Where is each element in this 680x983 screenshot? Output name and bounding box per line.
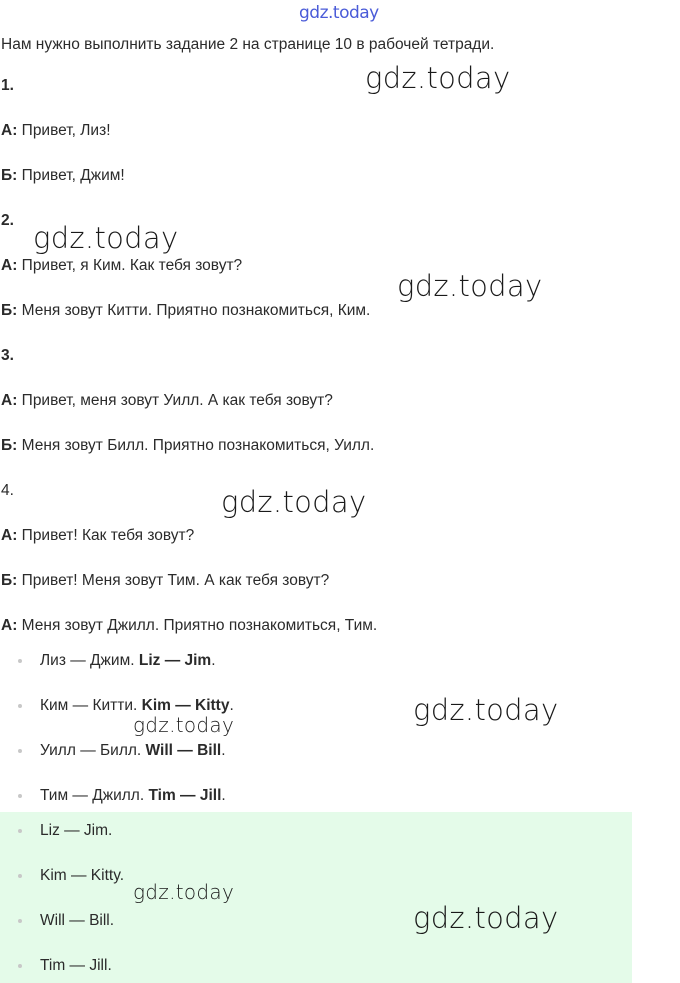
watermark: gdz.today (413, 901, 559, 935)
line-text: Привет, я Ким. Как тебя зовут? (21, 257, 243, 274)
bullet-dot (18, 659, 22, 663)
watermark: gdz.today (133, 713, 235, 737)
dialogue-line (1, 437, 374, 455)
dialogue-line (1, 302, 370, 320)
speaker-label: Б: (1, 437, 18, 454)
dialogue-line (1, 167, 125, 185)
watermark: gdz.today (221, 485, 367, 519)
speaker-label: Б: (1, 572, 18, 589)
bullet-dot (18, 704, 22, 708)
bullet-dot (18, 874, 22, 878)
watermark: gdz.today (133, 880, 235, 904)
dialogue-line (1, 122, 111, 140)
watermark: gdz.today (397, 269, 543, 303)
speaker-label: А: (1, 122, 18, 139)
line-text: Привет! Как тебя зовут? (21, 527, 195, 544)
line-text: Привет, меня зовут Уилл. А как тебя зовут? (21, 392, 333, 409)
line-text: Привет, Лиз! (21, 122, 111, 139)
line-text: Меня зовут Джилл. Приятно познакомиться, Тим. (21, 617, 378, 634)
dialogue-number: 1. (1, 77, 14, 94)
speaker-label: А: (1, 617, 18, 634)
speaker-label: Б: (1, 167, 18, 184)
bullet-dot (18, 749, 22, 753)
watermark: gdz.today (365, 61, 511, 95)
header-watermark: gdz.today (299, 3, 379, 23)
speaker-label: А: (1, 527, 18, 544)
speaker-label: Б: (1, 302, 18, 319)
dialogue-number: 3. (1, 347, 14, 364)
line-text: Привет, Джим! (21, 167, 125, 184)
bullet-dot (18, 919, 22, 923)
dialogue-line (1, 617, 377, 635)
bullet-dot (18, 964, 22, 968)
dialogue-line (1, 572, 329, 590)
dialogue-line (1, 392, 333, 410)
bullet-dot (18, 829, 22, 833)
speaker-label: А: (1, 392, 18, 409)
intro-text: Нам нужно выполнить задание 2 на странице 10 в рабочей тетради. (1, 36, 495, 53)
dialogue-number: 4. (1, 482, 14, 499)
line-text: Меня зовут Китти. Приятно познакомиться, Ким. (21, 302, 371, 319)
watermark: gdz.today (413, 693, 559, 727)
dialogue-line (1, 527, 194, 545)
speaker-label: А: (1, 257, 18, 274)
bullet-dot (18, 794, 22, 798)
dialogue-line (1, 257, 242, 275)
line-text: Меня зовут Билл. Приятно познакомиться, Уилл. (21, 437, 375, 454)
line-text: Привет! Меня зовут Тим. А как тебя зовут? (21, 572, 330, 589)
dialogue-number: 2. (1, 212, 14, 229)
watermark: gdz.today (33, 221, 179, 255)
